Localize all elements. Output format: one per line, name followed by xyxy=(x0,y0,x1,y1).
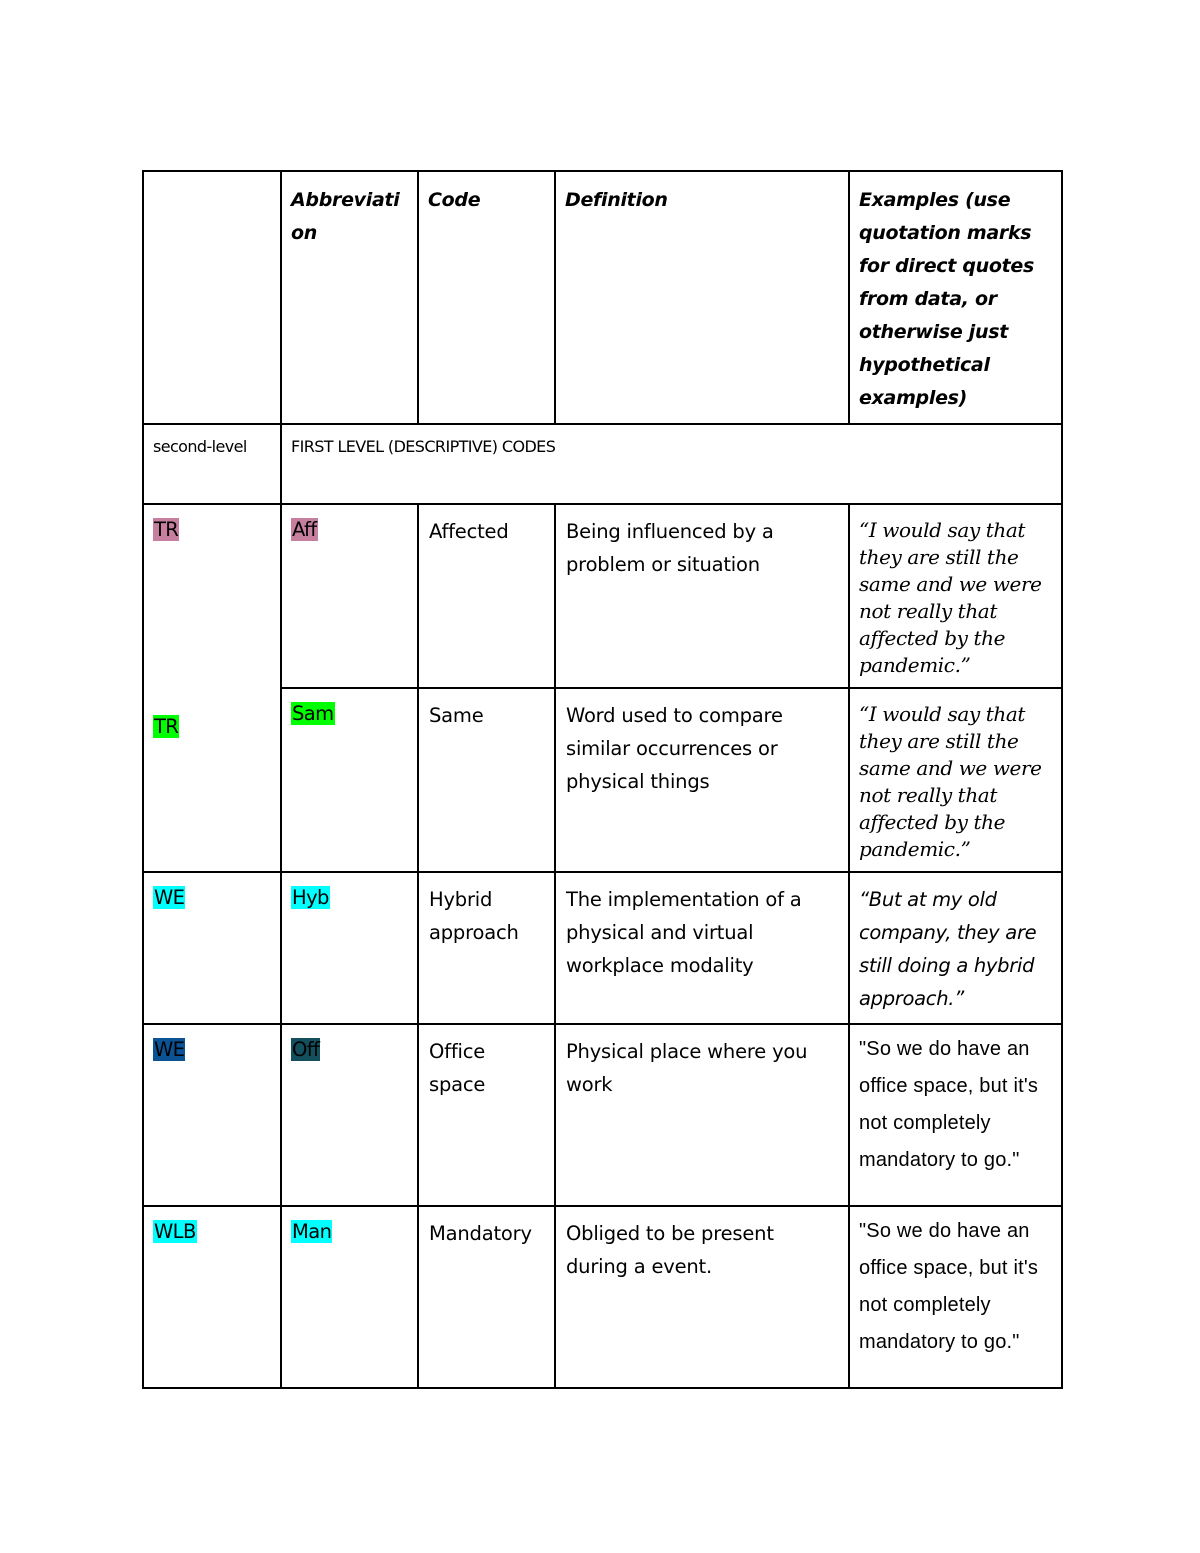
abbreviation-cell xyxy=(281,1206,418,1388)
header-row xyxy=(143,171,1062,424)
second-level-cell xyxy=(143,504,281,872)
abbreviation-cell xyxy=(281,872,418,1024)
example-cell: “I would say that they are still the same and we were not really that affected by the pandemic.” xyxy=(849,504,1062,688)
definition-cell: Physical place where you work xyxy=(555,1024,849,1206)
second-level-tag: TR xyxy=(154,518,179,541)
second-level-cell xyxy=(143,872,281,1024)
header-cell-blank xyxy=(143,171,281,424)
second-level-cell xyxy=(143,1024,281,1206)
table-row xyxy=(143,504,1062,688)
abbreviation-cell xyxy=(281,504,418,688)
second-level-cell xyxy=(143,1206,281,1388)
abbreviation-tag: Man xyxy=(292,1220,332,1243)
code-cell: Affected xyxy=(418,504,555,688)
example-cell: “I would say that they are still the same and we were not really that affected by the pandemic.” xyxy=(849,688,1062,872)
code-cell: Hybrid approach xyxy=(418,872,555,1024)
second-level-tag: TR xyxy=(154,715,179,738)
second-level-label: second-level xyxy=(153,437,247,456)
subheader-cell-second-level xyxy=(143,424,281,504)
definition-cell: Word used to compare similar occurrences or physical things xyxy=(555,688,849,872)
table-row xyxy=(143,1206,1062,1388)
examples-header: Examples (use quotation marks for direct quotes from data, or otherwise just hypothetical examples) xyxy=(859,189,1034,409)
abbreviation-tag: Hyb xyxy=(292,886,329,909)
abbreviation-tag: Off xyxy=(292,1038,320,1061)
code-cell: Mandatory xyxy=(418,1206,555,1388)
codebook-table xyxy=(142,170,1063,1389)
subheader-row xyxy=(143,424,1062,504)
abbreviation-tag: Sam xyxy=(292,702,334,725)
abbreviation-tag: Aff xyxy=(292,518,317,541)
second-level-tag: WLB xyxy=(154,1220,196,1243)
header-cell-code xyxy=(418,171,555,424)
abbreviation-cell xyxy=(281,688,418,872)
example-cell: "So we do have an office space, but it's not completely mandatory to go." xyxy=(849,1024,1062,1206)
definition-cell: The implementation of a physical and virtual workplace modality xyxy=(555,872,849,1024)
definition-header: Definition xyxy=(565,189,668,211)
definition-cell: Obliged to be present during a event. xyxy=(555,1206,849,1388)
code-header: Code xyxy=(428,189,481,211)
example-cell: “But at my old company, they are still doing a hybrid approach.” xyxy=(849,872,1062,1024)
example-cell: "So we do have an office space, but it's not completely mandatory to go." xyxy=(849,1206,1062,1388)
definition-cell: Being influenced by a problem or situation xyxy=(555,504,849,688)
header-cell-abbreviation xyxy=(281,171,418,424)
code-cell: Office space xyxy=(418,1024,555,1206)
header-cell-examples xyxy=(849,171,1062,424)
second-level-tag: WE xyxy=(154,1038,185,1061)
code-cell: Same xyxy=(418,688,555,872)
first-level-label: FIRST LEVEL (DESCRIPTIVE) CODES xyxy=(291,437,556,456)
subheader-cell-first-level xyxy=(281,424,1062,504)
second-level-tag: WE xyxy=(154,886,185,909)
abbreviation-cell xyxy=(281,1024,418,1206)
table-row xyxy=(143,1024,1062,1206)
table-row xyxy=(143,872,1062,1024)
abbreviation-header: Abbreviation xyxy=(291,189,400,244)
header-cell-definition xyxy=(555,171,849,424)
